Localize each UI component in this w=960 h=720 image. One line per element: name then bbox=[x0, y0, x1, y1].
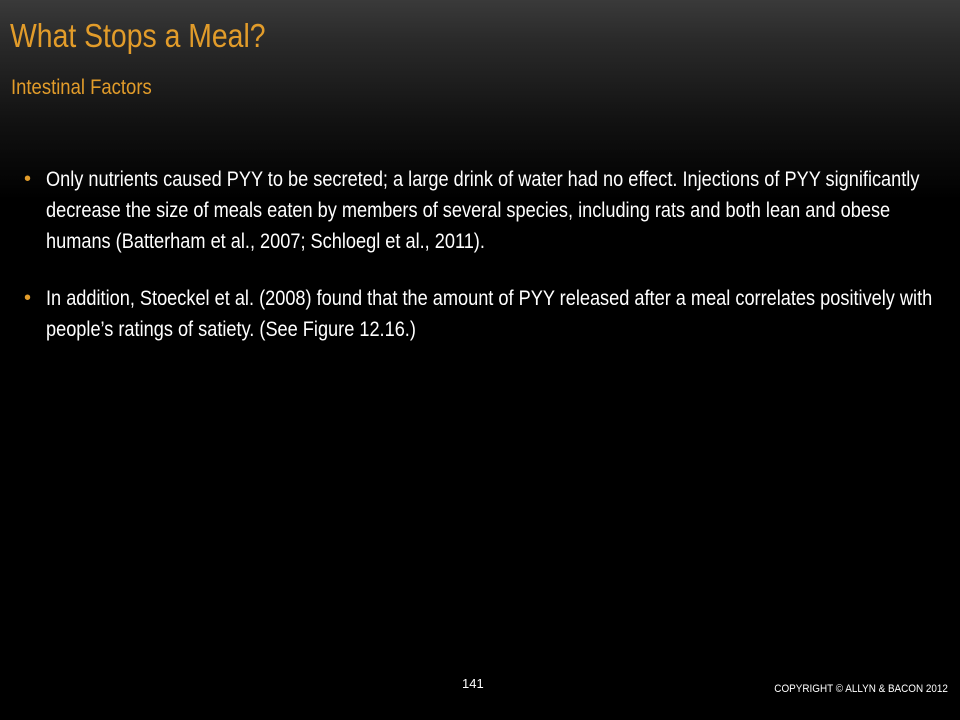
bullet-list bbox=[20, 164, 950, 371]
bullet-icon: • bbox=[24, 287, 32, 309]
copyright-notice: COPYRIGHT © ALLYN & BACON 2012 bbox=[774, 683, 948, 695]
bullet-item-1 bbox=[20, 164, 950, 257]
slide-subtitle: Intestinal Factors bbox=[11, 76, 152, 99]
bullet-text: In addition, Stoeckel et al. (2008) found that the amount of PYY released after a meal correlates positively with people’s ratings of satiety. (See Figure 12.16.) bbox=[46, 287, 933, 341]
bullet-text: Only nutrients caused PYY to be secreted; a large drink of water had no effect. Injections of PYY significantly decrease the size of meals eaten by members of several species, including rats and both lean and obese humans (Batterham et al., 2007; Schloegl et al., 2011). bbox=[46, 168, 920, 253]
slide-title: What Stops a Meal? bbox=[10, 17, 266, 54]
bullet-icon: • bbox=[24, 168, 32, 190]
page-number: 141 bbox=[462, 676, 484, 691]
bullet-item-2 bbox=[20, 283, 950, 345]
